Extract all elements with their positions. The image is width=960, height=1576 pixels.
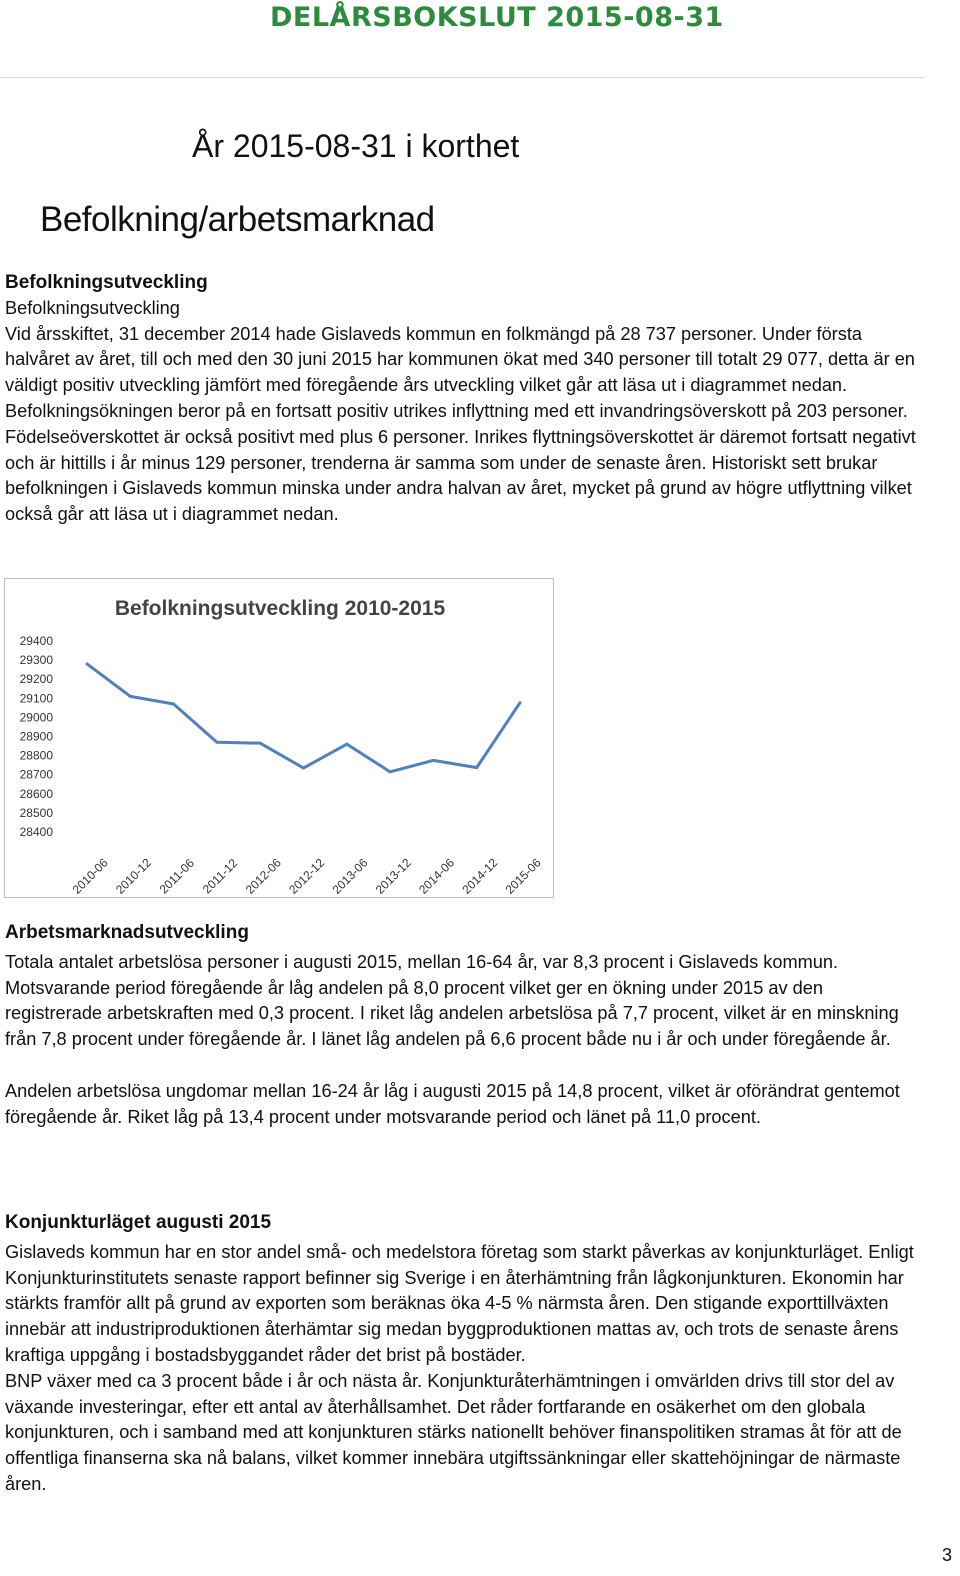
page-title: År 2015-08-31 i korthet xyxy=(192,128,520,164)
y-tick-label: 29100 xyxy=(19,691,53,706)
x-tick-label: 2013-06 xyxy=(329,855,371,897)
data-point xyxy=(475,766,478,769)
x-tick-label: 2013-12 xyxy=(372,855,414,897)
y-tick-label: 29200 xyxy=(19,672,53,687)
y-tick-label: 28900 xyxy=(19,729,53,744)
x-tick-label: 2012-06 xyxy=(242,855,284,897)
data-point xyxy=(302,767,305,770)
x-tick-label: 2014-12 xyxy=(459,855,501,897)
labour-heading: Arbetsmarknadsutveckling xyxy=(5,922,249,943)
y-tick-label: 29400 xyxy=(19,634,53,648)
y-tick-label: 28800 xyxy=(19,748,53,763)
data-point xyxy=(519,701,522,704)
labour-paragraph-1: Totala antalet arbetslösa personer i augusti 2015, mellan 16-64 år, var 8,3 procent i Gislaveds kommun. Motsvarande period föregående år låg andelen på 8,0 procent vilket ger en ökning under 2015 av den registrerade arbetskraften med 0,3 procent. I riket låg andelen arbetslösa på 7,7 procent, vilket är en minskning från 7,8 procent under föregående år. I länet låg andelen på 6,6 procent både nu i år och under föregående år. xyxy=(5,951,899,1050)
report-header-title: DELÅRSBOKSLUT 2015-08-31 xyxy=(270,2,724,33)
x-tick-label: 2015-06 xyxy=(502,855,544,897)
data-point xyxy=(215,741,218,744)
y-tick-label: 29300 xyxy=(19,653,53,668)
x-tick-label: 2012-12 xyxy=(286,855,328,897)
header-divider xyxy=(0,77,925,78)
y-tick-label: 28600 xyxy=(19,786,53,801)
series-line-befolkning xyxy=(87,664,520,772)
data-point xyxy=(129,695,132,698)
population-section xyxy=(5,270,925,528)
labour-section xyxy=(5,920,925,1131)
data-point xyxy=(345,743,348,746)
population-chart-svg xyxy=(5,579,553,897)
y-tick-label: 29000 xyxy=(19,710,53,725)
y-tick-label: 28700 xyxy=(19,767,53,782)
x-tick-label: 2011-06 xyxy=(156,855,197,897)
section-title: Befolkning/arbetsmarknad xyxy=(40,200,435,239)
y-tick-label: 28400 xyxy=(19,825,53,839)
data-point xyxy=(259,742,262,745)
economy-section xyxy=(5,1210,925,1498)
population-chart xyxy=(4,578,554,898)
data-point xyxy=(432,759,435,762)
population-heading: Befolkningsutveckling xyxy=(5,272,208,293)
population-subheading: Befolkningsutveckling xyxy=(5,297,180,318)
chart-title: Befolkningsutveckling 2010-2015 xyxy=(114,597,446,620)
population-body: Vid årsskiftet, 31 december 2014 hade Gislaveds kommun en folkmängd på 28 737 personer. Under första halvåret av året, till och med den 30 juni 2015 har kommunen ökat med 340 personer till totalt 29 077, detta är en väldigt positiv utveckling jämfört med föregående års utveckling vilket går att läsa ut i diagrammet nedan. Befolkningsökningen beror på en fortsatt positiv utrikes inflyttning med ett invandringsöverskott på 203 personer. Födelseöverskottet är också positivt med plus 6 personer. Inrikes flyttningsöverskottet är däremot fortsatt negativt och är hittills i år minus 129 personer, trenderna är samma som under de senaste åren. Historiskt sett brukar befolkningen i Gislaveds kommun minska under andra halvan av året, mycket på grund av högre utflyttning vilket också går att läsa ut i diagrammet nedan. xyxy=(5,323,916,525)
economy-paragraph-2: BNP växer med ca 3 procent både i år och nästa år. Konjunkturåterhämtningen i omvärlden drivs till stor del av växande investeringar, efter ett antal av återhållsamhet. Det råder fortfarande en osäkerhet om den globala konjunkturen, och i samband med att konjunkturen stärks nationellt behöver finanspolitiken stramas åt för att de offentliga finanserna ska nå balans, vilket kommer innebära utgiftssänkningar eller skattehöjningar de närmaste åren. xyxy=(5,1370,902,1494)
data-point xyxy=(86,662,89,665)
y-tick-label: 28500 xyxy=(19,805,53,820)
economy-heading: Konjunkturläget augusti 2015 xyxy=(5,1212,272,1233)
x-tick-label: 2010-12 xyxy=(112,855,154,897)
x-tick-label: 2014-06 xyxy=(416,855,458,897)
page-number: 3 xyxy=(942,1545,953,1565)
labour-paragraph-2: Andelen arbetslösa ungdomar mellan 16-24 år låg i augusti 2015 på 14,8 procent, vilket är oförändrat gentemot föregående år. Riket låg på 13,4 procent under motsvarande period och länet på 11,0 procent. xyxy=(5,1080,900,1127)
x-tick-label: 2010-06 xyxy=(69,855,111,897)
economy-paragraph-1: Gislaveds kommun har en stor andel små- och medelstora företag som starkt påverkas av konjunkturläget. Enligt Konjunkturinstitutets senaste rapport befinner sig Sverige i en återhämtning från lågkonjunkturen. Ekonomin har stärkts framför allt på grund av exporten som beräknas öka 4-5 % närmsta åren. Den stigande exporttillväxten innebär att industriproduktionen återhämtar sig medan byggproduktionen mattas av, och trots de senaste årens kraftiga uppgång i bostadsbyggandet råder det brist på bostäder. xyxy=(5,1241,914,1365)
data-point xyxy=(172,703,175,706)
x-tick-label: 2011-12 xyxy=(199,855,241,897)
data-point xyxy=(389,770,392,773)
